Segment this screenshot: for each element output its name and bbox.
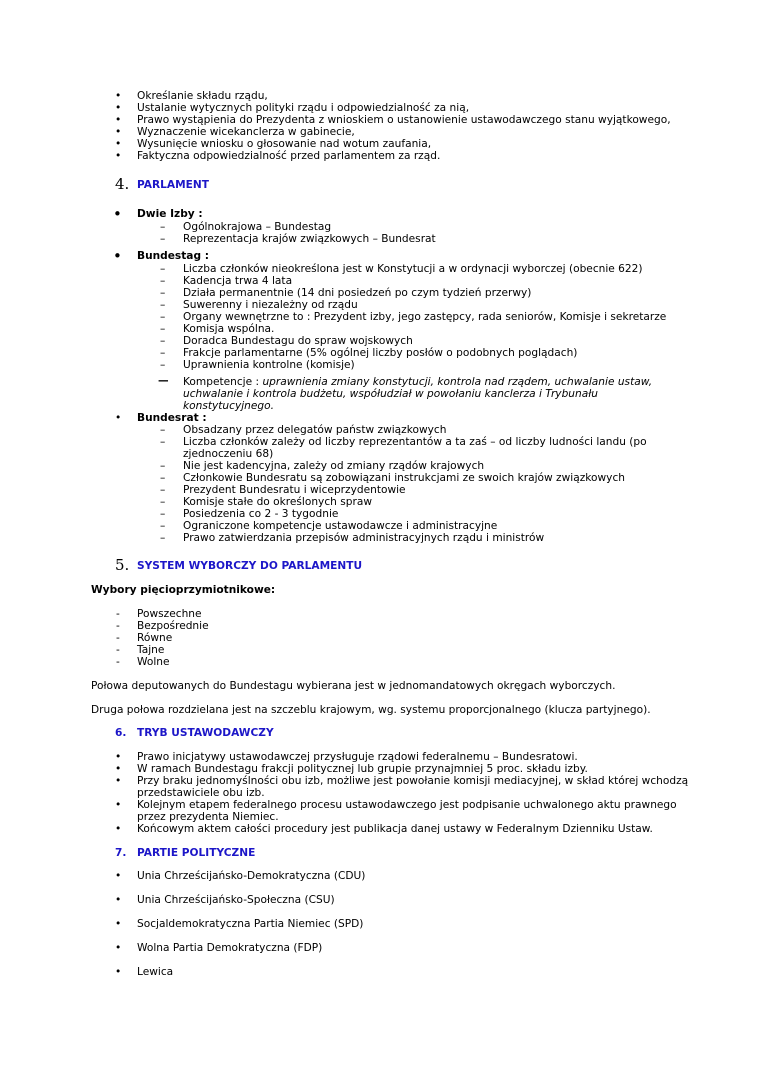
list-item: Uprawnienia kontrolne (komisje) [183, 359, 355, 371]
bullet-icon: • [115, 918, 122, 930]
kompetencje-text: uchwalanie i kontrola budżetu, współudział w powołaniu kanclerza i Trybunału [183, 388, 598, 400]
list-item: Kadencja trwa 4 lata [183, 275, 293, 287]
bullet-icon: • [115, 942, 122, 954]
dash-icon: – [160, 287, 166, 299]
list-item: Określanie składu rządu, [137, 90, 268, 102]
dash-icon: – [160, 275, 166, 287]
list-item: Prezydent Bundesratu i wiceprzydentowie [183, 484, 406, 496]
list-item: Obsadzany przez delegatów państw związkowych [183, 424, 447, 436]
section-title: TRYB USTAWODAWCZY [137, 727, 274, 739]
bullet-icon: • [115, 138, 122, 150]
list-item: Prawo inicjatywy ustawodawczej przysługuje rządowi federalnemu – Bundesratowi. [137, 751, 578, 763]
list-item: Końcowym aktem całości procedury jest publikacja danej ustawy w Federalnym Dzienniku Ustaw. [137, 823, 653, 835]
dash-icon: – [160, 484, 166, 496]
section-number: 4. [115, 175, 130, 193]
list-item: Przy braku jednomyślności obu izb, możliwe jest powołanie komisji mediacyjnej, w skład której wchodzą [137, 775, 689, 787]
hyphen-icon: - [116, 632, 120, 644]
list-item: Organy wewnętrzne to : Prezydent izby, jego zastępcy, rada seniorów, Komisje i sekretarze [183, 311, 667, 323]
section-title: PARTIE POLITYCZNE [137, 847, 256, 859]
paragraph: Druga połowa rozdzielana jest na szczeblu krajowym, wg. systemu proporcjonalnego (klucza partyjnego). [91, 704, 651, 716]
section-title: PARLAMENT [137, 179, 209, 191]
paragraph: Połowa deputowanych do Bundestagu wybierana jest w jednomandatowych okręgach wyborczych. [91, 680, 616, 692]
list-item-cont: przez prezydenta Niemiec. [137, 811, 279, 823]
hyphen-icon: - [116, 608, 120, 620]
bullet-icon: • [115, 763, 122, 775]
list-item: Tajne [137, 644, 165, 656]
list-item: Doradca Bundestagu do spraw wojskowych [183, 335, 413, 347]
kompetencje-text: konstytucyjnego. [183, 400, 274, 412]
section-title: SYSTEM WYBORCZY DO PARLAMENTU [137, 560, 363, 572]
section-number: 5. [115, 556, 130, 574]
section-number: 7. [115, 847, 127, 859]
list-item-cont: zjednoczeniu 68) [183, 448, 274, 460]
bullet-icon: • [115, 150, 122, 162]
list-item: Liczba członków zależy od liczby reprezentantów a ta zaś – od liczby ludności landu (po [183, 436, 647, 448]
bullet-icon: • [113, 247, 122, 265]
bullet-icon: • [115, 102, 122, 114]
dash-icon: – [160, 335, 166, 347]
list-item: Unia Chrześcijańsko-Społeczna (CSU) [137, 894, 335, 906]
list-item: Wolne [137, 656, 170, 668]
list-item: W ramach Bundestagu frakcji politycznej lub grupie przynajmniej 5 proc. składu izby. [137, 763, 588, 775]
bundestag-label: Bundestag : [137, 250, 209, 262]
list-item: Reprezentacja krajów związkowych – Bundesrat [183, 233, 436, 245]
bullet-icon: • [115, 114, 122, 126]
list-item: Lewica [137, 966, 174, 978]
dash-icon: – [160, 311, 166, 323]
hyphen-icon: - [116, 656, 120, 668]
list-item: Prawo wystąpienia do Prezydenta z wnioskiem o ustanowienie ustawodawczego stanu wyjątkowego, [137, 114, 671, 126]
dash-icon: – [160, 532, 166, 544]
dash-icon: – [160, 472, 166, 484]
bullet-icon: • [115, 966, 122, 978]
bullet-icon: • [115, 823, 122, 835]
list-item: Liczba członków nieokreślona jest w Konstytucji a w ordynacji wyborczej (obecnie 622) [183, 263, 643, 275]
bundesrat-label: Bundesrat : [137, 412, 207, 424]
bullet-icon: • [115, 412, 122, 424]
list-item: Powszechne [137, 608, 202, 620]
list-item: Ogólnokrajowa – Bundestag [183, 221, 332, 233]
bullet-icon: • [115, 90, 122, 102]
bullet-icon: • [115, 126, 122, 138]
list-item: Wysunięcie wniosku o głosowanie nad wotum zaufania, [137, 138, 432, 150]
bullet-icon: • [115, 751, 122, 763]
list-item-cont: przedstawiciele obu izb. [137, 787, 265, 799]
kompetencje-label: Kompetencje : [183, 376, 263, 388]
list-item: Równe [137, 632, 173, 644]
dwie-izby-label: Dwie Izby : [137, 208, 203, 220]
dash-icon: – [160, 347, 166, 359]
list-item: Nie jest kadencyjna, zależy od zmiany rządów krajowych [183, 460, 485, 472]
section-number: 6. [115, 727, 127, 739]
kompetencje-line [183, 376, 652, 388]
list-item: Suwerenny i niezależny od rządu [183, 299, 358, 311]
hyphen-icon: - [116, 644, 120, 656]
list-item: Komisje stałe do określonych spraw [183, 496, 372, 508]
list-item: Kolejnym etapem federalnego procesu ustawodawczego jest podpisanie uchwalonego aktu prawnego [137, 799, 677, 811]
list-item: Posiedzenia co 2 - 3 tygodnie [183, 508, 339, 520]
dash-icon: – [160, 436, 166, 448]
dash-icon: – [160, 424, 166, 436]
list-item: Wyznaczenie wicekanclerza w gabinecie, [137, 126, 355, 138]
list-item: Członkowie Bundesratu są zobowiązani instrukcjami ze swoich krajów związkowych [183, 472, 625, 484]
dash-icon: – [160, 323, 166, 335]
dash-icon: – [160, 508, 166, 520]
list-item: Ograniczone kompetencje ustawodawcze i administracyjne [183, 520, 498, 532]
dash-icon: – [160, 496, 166, 508]
bullet-icon: • [115, 775, 122, 787]
bullet-icon: • [115, 799, 122, 811]
dash-icon: – [160, 221, 166, 233]
dash-icon: – [160, 263, 166, 275]
list-item: Faktyczna odpowiedzialność przed parlamentem za rząd. [137, 150, 441, 162]
dash-icon: – [160, 520, 166, 532]
list-item: Prawo zatwierdzania przepisów administracyjnych rządu i ministrów [183, 532, 545, 544]
list-item: Unia Chrześcijańsko-Demokratyczna (CDU) [137, 870, 366, 882]
subsection-title: Wybory pięcioprzymiotnikowe: [91, 584, 276, 596]
bullet-icon: • [115, 894, 122, 906]
list-item: Frakcje parlamentarne (5% ogólnej liczby posłów o podobnych poglądach) [183, 347, 578, 359]
bullet-icon: • [113, 205, 122, 223]
kompetencje-text: uprawnienia zmiany konstytucji, kontrola nad rządem, uchwalanie ustaw, [262, 376, 653, 388]
dash-icon: – [160, 233, 166, 245]
dash-icon: – [160, 460, 166, 472]
hyphen-icon: - [116, 620, 120, 632]
list-item: Działa permanentnie (14 dni posiedzeń po czym tydzień przerwy) [183, 287, 532, 299]
dash-icon: – [160, 359, 166, 371]
list-item: Bezpośrednie [137, 620, 209, 632]
dash-icon: – [160, 299, 166, 311]
dash-icon: — [158, 375, 169, 387]
list-item: Ustalanie wytycznych polityki rządu i odpowiedzialność za nią, [137, 102, 470, 114]
bullet-icon: • [115, 870, 122, 882]
list-item: Socjaldemokratyczna Partia Niemiec (SPD) [137, 918, 364, 930]
list-item: Komisja wspólna. [183, 323, 275, 335]
list-item: Wolna Partia Demokratyczna (FDP) [137, 942, 323, 954]
